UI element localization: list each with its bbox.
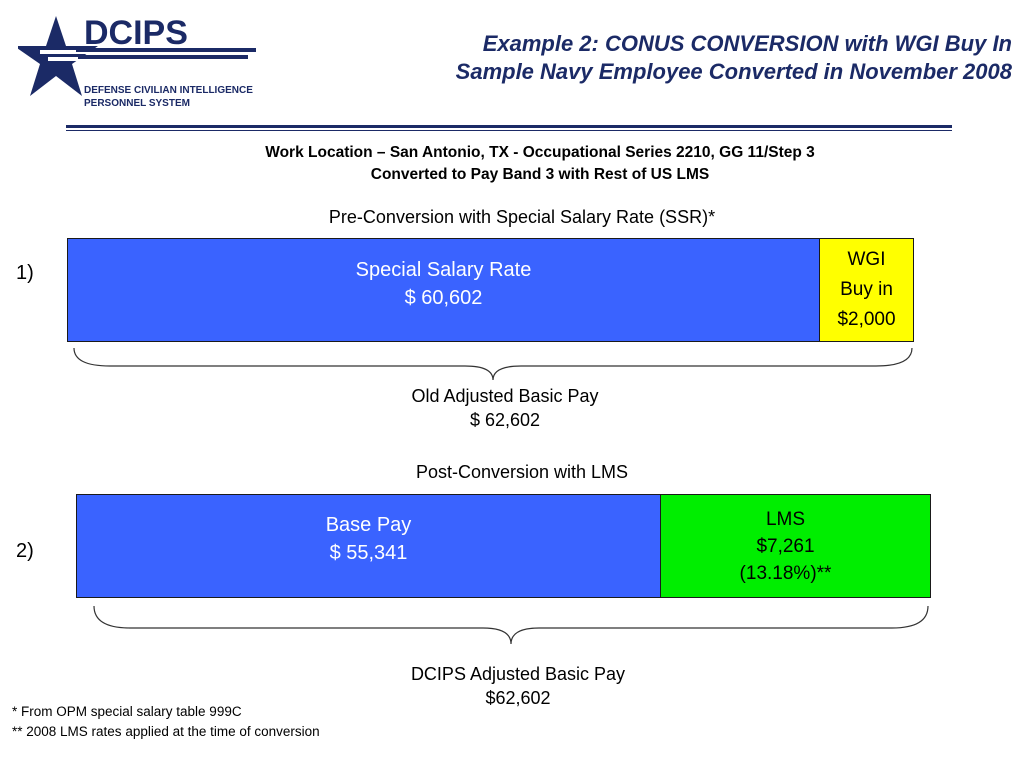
dcips-pay-value: $62,602 xyxy=(485,688,551,708)
pre-conversion-heading: Pre-Conversion with Special Salary Rate (SSR)* xyxy=(328,207,716,227)
lms-percent: (13.18%)** xyxy=(739,562,832,584)
logo-subtitle-line2: PERSONNEL SYSTEM xyxy=(84,98,190,109)
old-pay-value: $ 62,602 xyxy=(469,410,541,430)
row-1-label: 1) xyxy=(16,262,34,284)
lms-value: $7,261 xyxy=(756,535,815,557)
base-pay-label: Base Pay xyxy=(325,514,412,536)
subtitle-line-2: Converted to Pay Band 3 with Rest of US LMS xyxy=(370,166,710,183)
base-pay-value: $ 55,341 xyxy=(329,542,408,564)
old-adjusted-basic-pay xyxy=(305,384,705,432)
header-rule-thin xyxy=(66,130,952,131)
slide-title xyxy=(272,30,1012,86)
dcips-adjusted-basic-pay xyxy=(318,662,718,710)
old-pay-label: Old Adjusted Basic Pay xyxy=(411,386,599,406)
dcips-pay-brace xyxy=(90,602,932,648)
old-pay-brace xyxy=(70,344,916,384)
dcips-logo xyxy=(18,8,268,118)
subtitle-line-1: Work Location – San Antonio, TX - Occupational Series 2210, GG 11/Step 3 xyxy=(265,144,815,161)
logo-subtitle-line1: DEFENSE CIVILIAN INTELLIGENCE xyxy=(84,85,253,96)
title-line-1: Example 2: CONUS CONVERSION with WGI Buy In xyxy=(482,31,1012,56)
logo-wordmark: DCIPS xyxy=(84,14,188,52)
row-2-label: 2) xyxy=(16,540,34,562)
footnote-2: ** 2008 LMS rates applied at the time of conversion xyxy=(12,724,320,739)
wgi-value: $2,000 xyxy=(837,309,896,330)
wgi-buy-in-bar xyxy=(819,238,914,342)
subtitle xyxy=(150,142,930,186)
ssr-value: $ 60,602 xyxy=(404,287,483,309)
wgi-label-2: Buy in xyxy=(840,279,893,300)
ssr-label: Special Salary Rate xyxy=(355,259,532,281)
wgi-label-1: WGI xyxy=(847,249,886,270)
lms-label: LMS xyxy=(765,508,806,530)
lms-bar xyxy=(660,494,931,598)
base-pay-bar xyxy=(76,494,661,598)
post-conversion-heading: Post-Conversion with LMS xyxy=(415,462,629,482)
special-salary-rate-bar xyxy=(67,238,820,342)
title-line-2: Sample Navy Employee Converted in November 2008 xyxy=(455,59,1012,84)
dcips-pay-label: DCIPS Adjusted Basic Pay xyxy=(410,664,626,684)
header-rule-thick xyxy=(66,125,952,128)
footnote-1: * From OPM special salary table 999C xyxy=(12,704,242,719)
